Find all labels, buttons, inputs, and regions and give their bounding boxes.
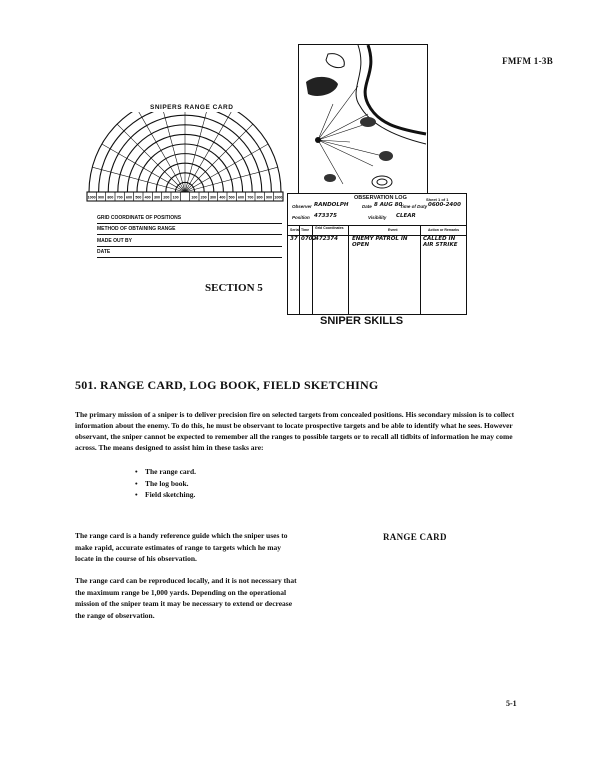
- col-divider: [420, 225, 421, 314]
- range-tick-label: 200: [163, 195, 170, 200]
- document-code: FMFM 1-3B: [502, 56, 553, 66]
- range-tick-label: 1000: [274, 195, 283, 200]
- col-serial: Serial: [290, 228, 300, 232]
- list-item: • The log book.: [135, 478, 196, 490]
- range-tick-label: 100: [172, 195, 179, 200]
- range-card-paragraph-2: The range card can be reproduced locally, and it is not necessary that the maximum range be 1,000 yards. Depending on the operational mission of the sniper team it may be necessary to extend or decrease the range of observation.: [75, 576, 297, 620]
- row-serial: 37: [290, 236, 298, 242]
- section-heading: 501. RANGE CARD, LOG BOOK, FIELD SKETCHING: [75, 378, 379, 392]
- col-event: Event: [388, 228, 398, 232]
- log-sheet: Sheet 1 of 1: [426, 197, 449, 202]
- col-grid: Grid Coordinates: [315, 226, 344, 230]
- field-date: DATE: [97, 249, 282, 258]
- log-observer: RANDOLPH: [314, 202, 349, 208]
- log-time-label: Time of Duty: [400, 204, 428, 209]
- log-title: OBSERVATION LOG: [354, 195, 407, 201]
- row-action: CALLED IN AIR STRIKE: [423, 236, 458, 248]
- range-card-heading: RANGE CARD: [383, 532, 447, 542]
- log-date: 8 AUG 80: [374, 202, 403, 208]
- range-tick-label: 500: [228, 195, 235, 200]
- log-position-label: Position: [292, 215, 310, 220]
- range-tick-label: 1000: [87, 195, 96, 200]
- range-tick-label: 100: [191, 195, 198, 200]
- page-number: 5-1: [506, 699, 517, 708]
- means-list: [135, 466, 196, 501]
- col-time: Time: [301, 228, 310, 232]
- range-tick-label: 300: [154, 195, 160, 200]
- log-visibility: CLEAR: [396, 213, 416, 219]
- field-sketch: [298, 44, 428, 198]
- range-ray: [185, 144, 268, 192]
- range-tick-label: 600: [126, 195, 132, 200]
- field-grid-coordinate: GRID COORDINATE OF POSITIONS: [97, 215, 282, 224]
- range-tick-label: 300: [210, 195, 216, 200]
- log-visibility-label: Visibility: [368, 215, 387, 220]
- range-ray: [102, 144, 185, 192]
- log-date-label: Date: [362, 204, 372, 209]
- range-card-paragraph-1: The range card is a handy reference guide which the sniper uses to make rapid, accurate estimates of range to targets which he may locate in the course of his observation.: [75, 531, 288, 563]
- section-label: SECTION 5: [205, 282, 263, 294]
- log-position: 473375: [314, 213, 337, 219]
- range-tick-label: 200: [200, 195, 207, 200]
- range-tick-label: 900: [98, 195, 104, 200]
- row-grid: 472374: [315, 236, 338, 242]
- section-title: SNIPER SKILLS: [320, 315, 404, 327]
- log-observer-label: Observer: [292, 204, 312, 209]
- range-tick-label: 400: [144, 195, 151, 200]
- field-method: METHOD OF OBTAINING RANGE: [97, 226, 282, 235]
- range-tick-label: 500: [135, 195, 142, 200]
- range-card-fields: [97, 215, 282, 260]
- range-tick-label: 700: [116, 195, 123, 200]
- field-made-out-by: MADE OUT BY: [97, 238, 282, 247]
- col-divider: [299, 225, 300, 314]
- range-tick-label: 900: [266, 195, 272, 200]
- observation-log: [287, 193, 467, 315]
- log-time: 0600-2400: [428, 202, 461, 208]
- log-table-header: [288, 225, 466, 236]
- range-card-diagram: [85, 112, 285, 212]
- row-event: ENEMY PATROL IN OPEN: [352, 236, 408, 248]
- range-card-title: SNIPERS RANGE CARD: [150, 104, 234, 111]
- range-tick-label: 600: [238, 195, 244, 200]
- list-item: • Field sketching.: [135, 489, 196, 501]
- row-time: 0702: [301, 236, 317, 242]
- range-tick-label: 800: [256, 195, 263, 200]
- range-tick-label: 700: [247, 195, 254, 200]
- range-tick-label: 800: [107, 195, 114, 200]
- intro-paragraph: The primary mission of a sniper is to deliver precision fire on selected targets from concealed positions. His secondary mission is to collect information about the enemy. To do this, he must be observant to locate prospective targets and be able to identify what he sees. However observant, the sniper cannot be expected to remember all the ranges to possible targets or to recall all tidbits of information he may come across. The means designed to assist him in these tasks are:: [75, 410, 515, 452]
- list-item: • The range card.: [135, 466, 196, 478]
- col-divider: [348, 225, 349, 314]
- col-action: Action or Remarks: [428, 228, 460, 232]
- range-tick-label: 400: [219, 195, 226, 200]
